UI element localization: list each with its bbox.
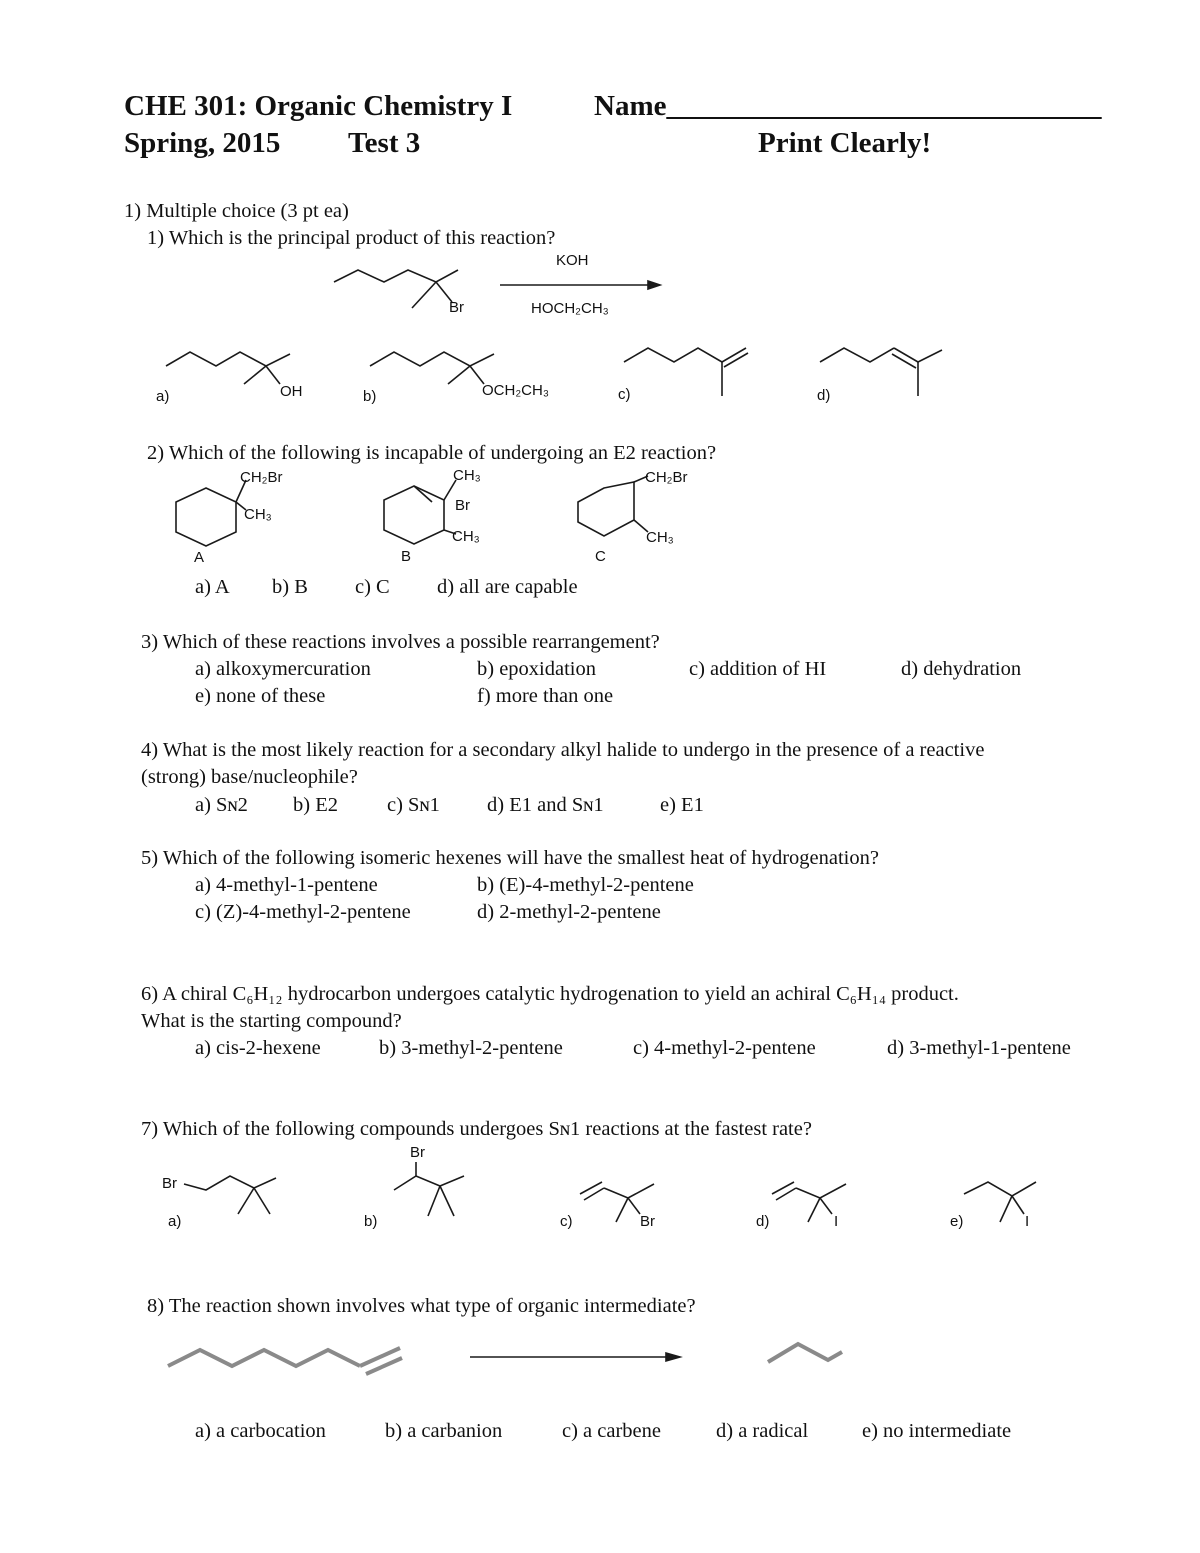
- q7-c-letter[interactable]: c): [560, 1213, 573, 1230]
- q3-answer-d[interactable]: d) dehydration: [901, 658, 1022, 680]
- q2-answer-c[interactable]: c) C: [355, 576, 390, 598]
- name-field[interactable]: Name______________________________: [594, 90, 1102, 122]
- q2-a-mid: CH₃: [244, 506, 272, 523]
- q1-option-c-structure: [622, 346, 762, 402]
- q2-b-bottom: CH₃: [452, 528, 480, 545]
- q2-a-top: CH₂Br: [240, 469, 283, 486]
- q2-answer-d[interactable]: d) all are capable: [437, 576, 578, 598]
- q7-b-letter[interactable]: b): [364, 1213, 378, 1230]
- q7-b-br: Br: [410, 1144, 425, 1161]
- q1-option-b-letter[interactable]: b): [363, 388, 377, 405]
- q5-answer-d[interactable]: d) 2-methyl-2-pentene: [477, 901, 661, 923]
- q7-e-i: I: [1025, 1213, 1030, 1230]
- q7-c-br: Br: [640, 1213, 655, 1230]
- course-title: CHE 301: Organic Chemistry I: [124, 90, 513, 122]
- q7-d-letter[interactable]: d): [756, 1213, 770, 1230]
- q4-answer-b[interactable]: b) E2: [293, 794, 338, 816]
- q2-c-label[interactable]: C: [595, 548, 606, 565]
- q8-answer-b[interactable]: b) a carbanion: [385, 1420, 503, 1442]
- q2-b-label[interactable]: B: [401, 548, 412, 565]
- q4-answer-d[interactable]: d) E1 and Sɴ1: [487, 794, 604, 816]
- q7-option-e-structure: [962, 1178, 1052, 1228]
- q4-answer-c[interactable]: c) Sɴ1: [387, 794, 440, 816]
- q3-answer-c[interactable]: c) addition of HI: [689, 658, 827, 680]
- q2-a-label[interactable]: A: [194, 549, 205, 566]
- q1-option-a-letter[interactable]: a): [156, 388, 170, 405]
- q2-prompt: 2) Which of the following is incapable of undergoing an E2 reaction?: [147, 442, 717, 464]
- q1-option-b-group: OCH₂CH₃: [482, 382, 549, 399]
- q2-answer-b[interactable]: b) B: [272, 576, 308, 598]
- q6-answer-b[interactable]: b) 3-methyl-2-pentene: [379, 1037, 563, 1059]
- q8-reaction-arrow: [468, 1351, 688, 1363]
- q7-d-i: I: [834, 1213, 839, 1230]
- q5-answer-a[interactable]: a) 4-methyl-1-pentene: [195, 874, 378, 896]
- print-clearly-label: Print Clearly!: [758, 127, 932, 159]
- q4-prompt-line2: (strong) base/nucleophile?: [141, 766, 358, 788]
- q7-a-br: Br: [162, 1175, 177, 1192]
- q6-prompt-line2: What is the starting compound?: [141, 1010, 402, 1032]
- q1-prompt: 1) Which is the principal product of this reaction?: [147, 227, 556, 249]
- test-label: Test 3: [348, 127, 421, 159]
- q8-prompt: 8) The reaction shown involves what type of organic intermediate?: [147, 1295, 696, 1317]
- q2-b-mid: Br: [455, 497, 470, 514]
- q1-reagent-bottom: HOCH₂CH₃: [531, 300, 609, 317]
- q3-answer-a[interactable]: a) alkoxymercuration: [195, 658, 371, 680]
- q5-prompt: 5) Which of the following isomeric hexenes will have the smallest heat of hydrogenation?: [141, 847, 879, 869]
- q7-a-letter[interactable]: a): [168, 1213, 182, 1230]
- q7-e-letter[interactable]: e): [950, 1213, 964, 1230]
- q8-answer-c[interactable]: c) a carbene: [562, 1420, 661, 1442]
- q2-answer-a[interactable]: a) A: [195, 576, 230, 598]
- q8-product-structure: [766, 1340, 856, 1370]
- q6-answer-d[interactable]: d) 3-methyl-1-pentene: [887, 1037, 1071, 1059]
- q8-answer-e[interactable]: e) no intermediate: [862, 1420, 1012, 1442]
- q7-option-d-structure: [770, 1178, 860, 1228]
- q3-answer-b[interactable]: b) epoxidation: [477, 658, 596, 680]
- q2-structure-b: [380, 480, 470, 560]
- q1-option-a-oh: OH: [280, 383, 303, 400]
- q8-reactant-structure: [166, 1342, 416, 1382]
- q7-option-b-structure: [390, 1160, 480, 1220]
- q1-option-d-structure: [818, 346, 958, 402]
- q7-option-a-structure: [180, 1172, 290, 1222]
- q2-b-top: CH₃: [453, 467, 481, 484]
- q5-answer-c[interactable]: c) (Z)-4-methyl-2-pentene: [195, 901, 411, 923]
- q8-answer-a[interactable]: a) a carbocation: [195, 1420, 326, 1442]
- q7-prompt: 7) Which of the following compounds undergoes Sɴ1 reactions at the fastest rate?: [141, 1118, 812, 1140]
- q3-answer-e[interactable]: e) none of these: [195, 685, 326, 707]
- q5-answer-b[interactable]: b) (E)-4-methyl-2-pentene: [477, 874, 694, 896]
- q1-reaction-arrow: [498, 279, 668, 291]
- q8-answer-d[interactable]: d) a radical: [716, 1420, 809, 1442]
- q1-reagent-top: KOH: [556, 252, 589, 269]
- q6-answer-a[interactable]: a) cis-2-hexene: [195, 1037, 321, 1059]
- q3-answer-f[interactable]: f) more than one: [477, 685, 614, 707]
- term-label: Spring, 2015: [124, 127, 281, 159]
- q1-reactant-br: Br: [449, 299, 464, 316]
- q2-c-bottom: CH₃: [646, 529, 674, 546]
- q1-option-c-letter[interactable]: c): [618, 386, 631, 403]
- section-title: 1) Multiple choice (3 pt ea): [124, 200, 349, 222]
- q4-answer-e[interactable]: e) E1: [660, 794, 704, 816]
- q1-option-d-letter[interactable]: d): [817, 387, 831, 404]
- q2-structure-c: [574, 480, 664, 560]
- q4-answer-a[interactable]: a) Sɴ2: [195, 794, 248, 816]
- q4-prompt-line1: 4) What is the most likely reaction for a secondary alkyl halide to undergo in the presence of a reactive: [141, 739, 985, 761]
- q6-answer-c[interactable]: c) 4-methyl-2-pentene: [633, 1037, 816, 1059]
- q2-c-top: CH₂Br: [645, 469, 688, 486]
- q6-prompt-line1: 6) A chiral C₆H₁₂ hydrocarbon undergoes catalytic hydrogenation to yield an achiral C₆H₁₄ product.: [141, 983, 959, 1005]
- q3-prompt: 3) Which of these reactions involves a possible rearrangement?: [141, 631, 660, 653]
